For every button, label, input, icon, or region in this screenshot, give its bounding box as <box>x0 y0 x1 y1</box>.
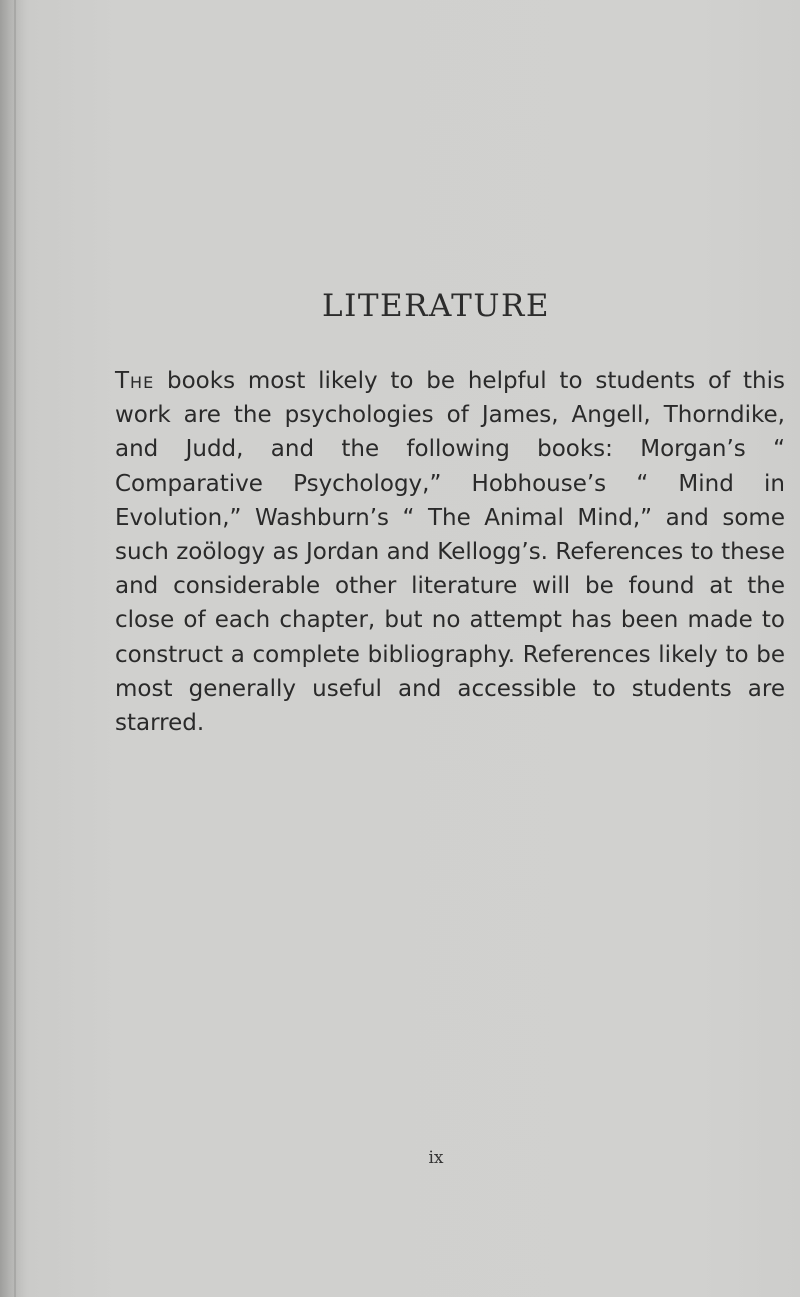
page-heading: LITERATURE <box>322 288 550 324</box>
paragraph-lead-word: The <box>115 368 155 394</box>
binding-line <box>14 0 16 1297</box>
body-paragraph <box>115 364 785 740</box>
paragraph-text: books most likely to be helpful to students of this work are the psychologies of James, Angell, Thorndike, and Judd, and the following books: Morgan’s “ Comparative Psychology,” Hobhouse’s “ Mind in Evolution,” Washburn’s “ The Animal Mind,” and some such zoölogy as Jordan and Kellogg’s. References to these and considerable other literature will be found at the close of each chapter, but no attempt has been made to construct a complete bibliography. References likely to be most generally useful and accessible to students are starred. <box>115 368 785 737</box>
page-number: ix <box>428 1148 444 1168</box>
